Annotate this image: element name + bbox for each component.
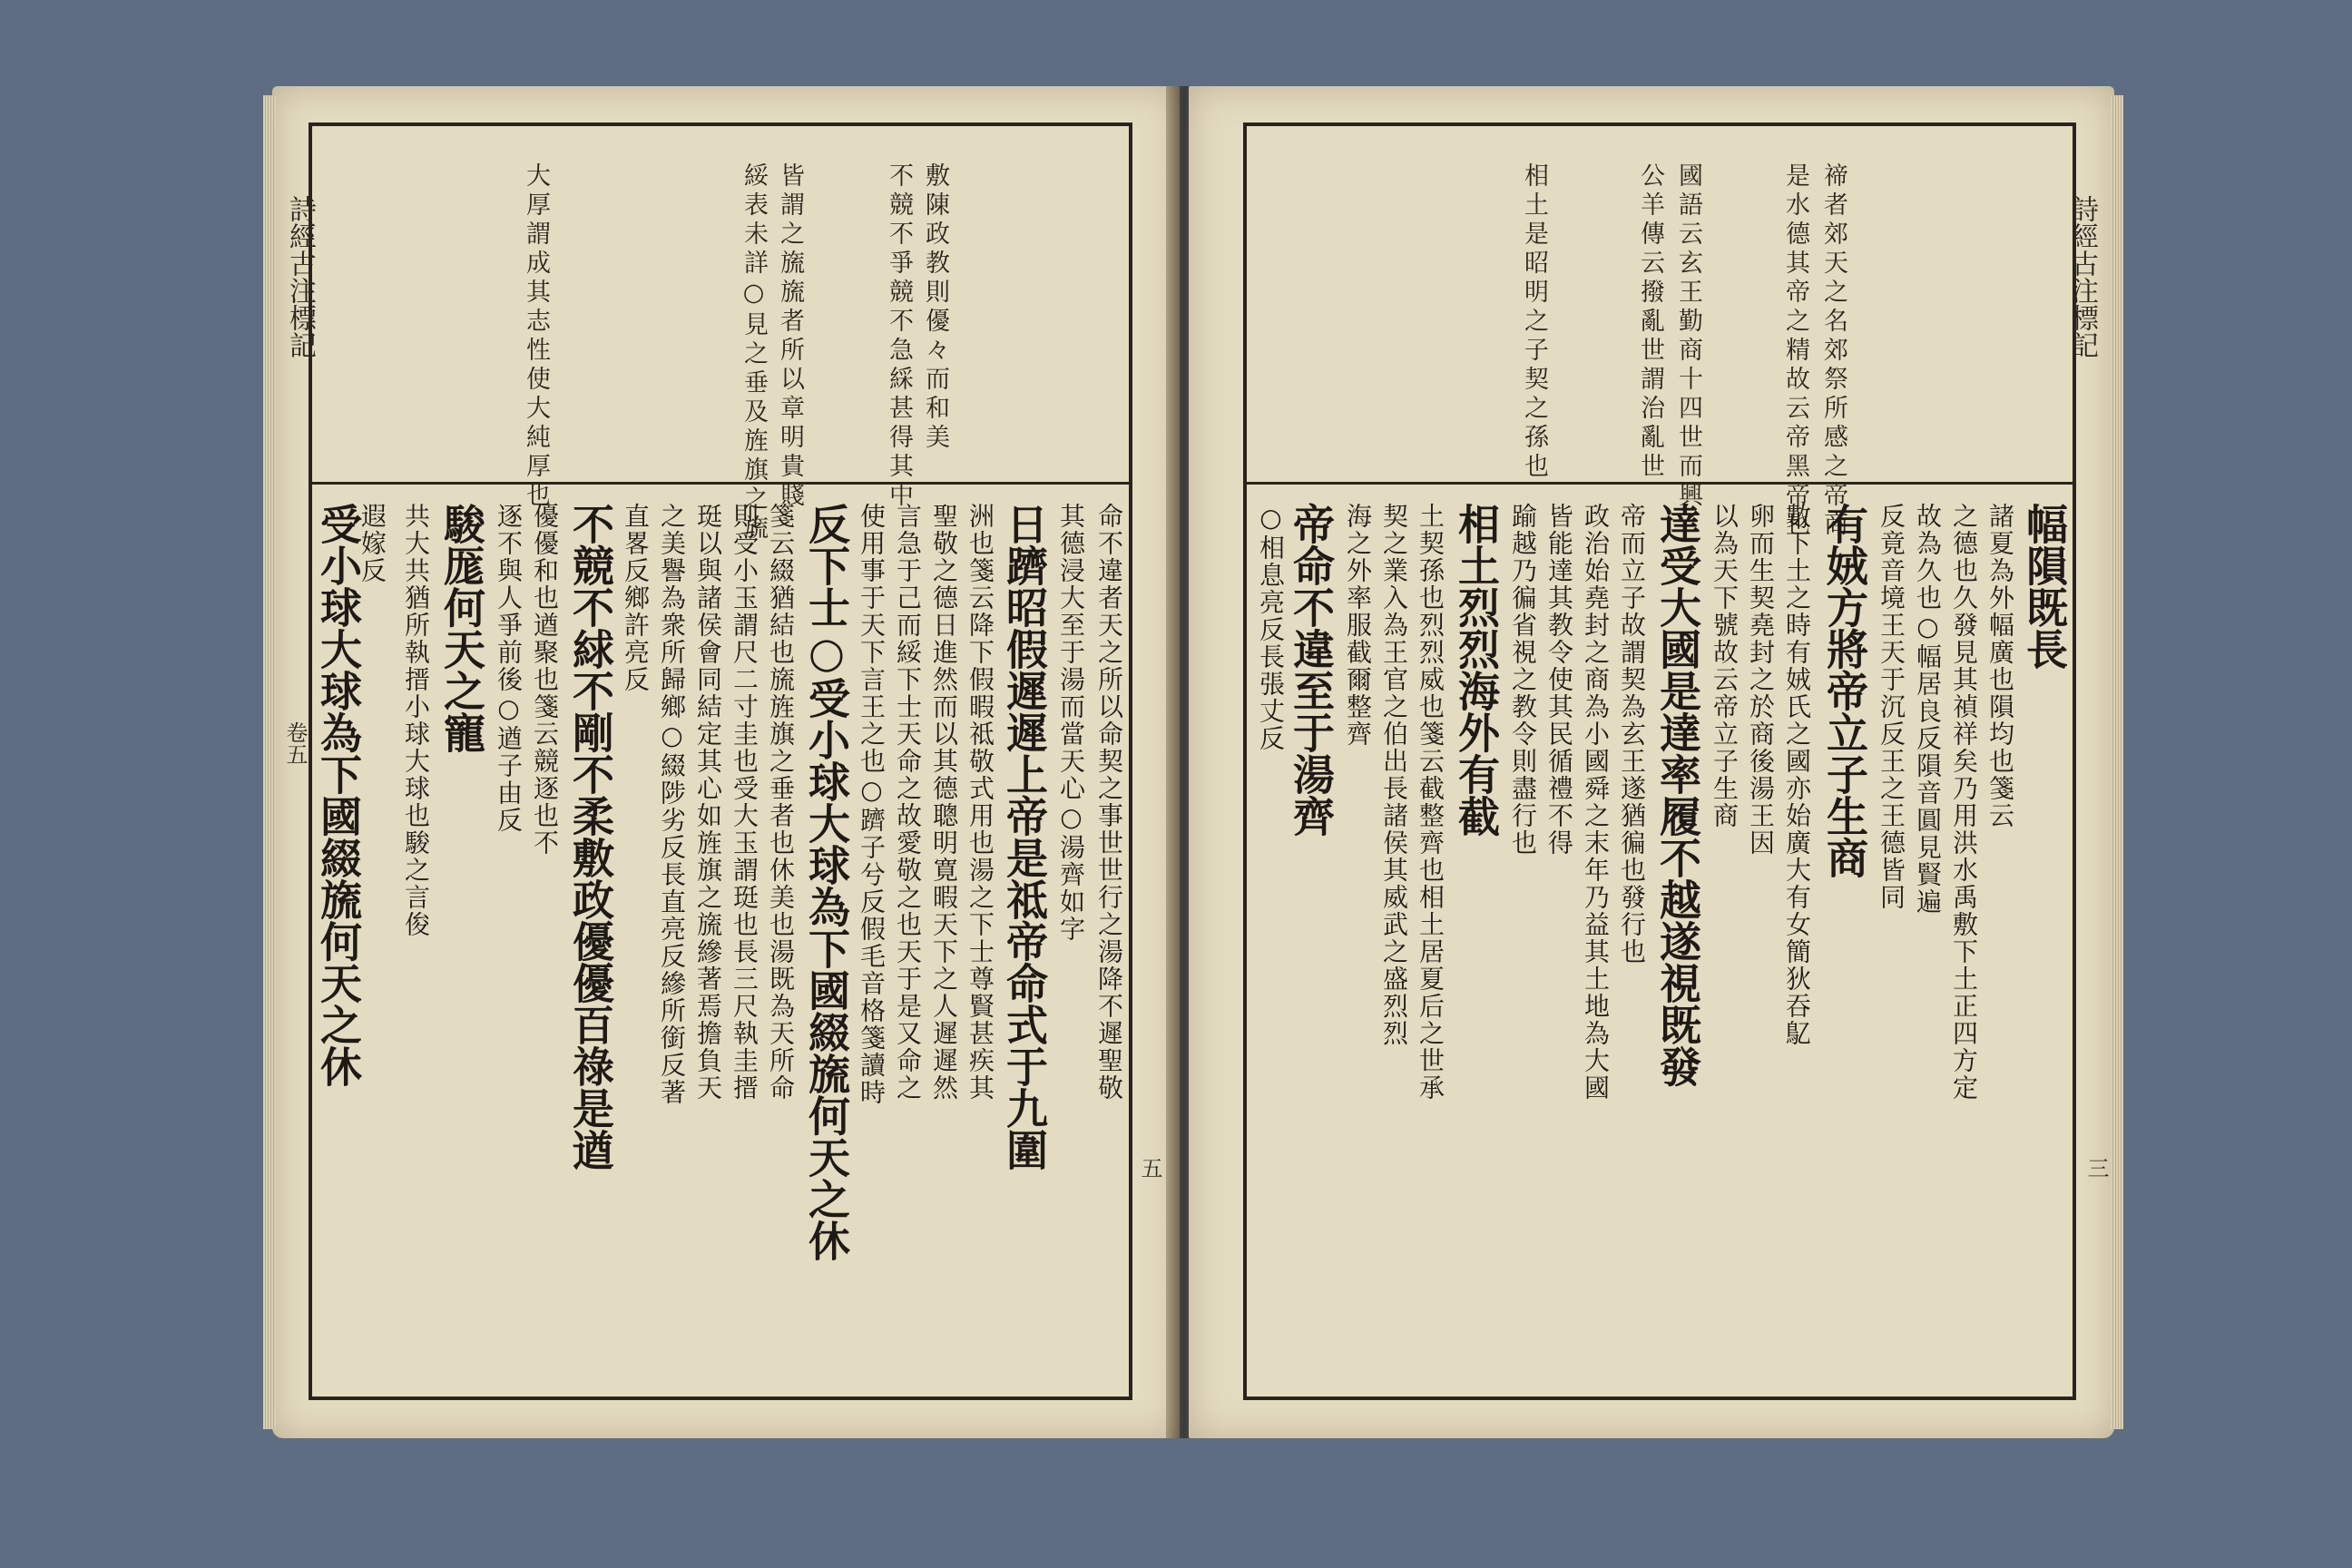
commentary-column: 共大共猶所執搢小球大球也駿之言俊 [401,503,431,938]
commentary-column: 諸夏為外幅廣也隕均也箋云 [1985,503,2015,829]
commentary-column: 之美譽為衆所歸鄉○綴陟劣反長直亮反縿所銜反著 [657,503,687,1106]
commentary-column: 帝而立子故謂契為玄王遂猶徧也發行也 [1617,503,1647,965]
commentary-column: 箋云綴猶結也旒旌旗之垂者也休美也湯既為天所命 [766,503,796,1102]
commentary-column: 政治始堯封之商為小國舜之末年乃益其土地為大國 [1581,503,1611,1102]
commentary-column: 直畧反鄉許亮反 [621,503,651,693]
left-body [312,485,1129,1396]
commentary-column: 卵而生契堯封之於商後湯王因 [1746,503,1776,857]
right-body [1247,485,2073,1396]
left-page-number: 五 [1137,1157,1162,1179]
left-frame [309,122,1132,1400]
text-column: 受小球大球為下國綴旒何天之休 [314,503,363,1087]
commentary-column: 之德也久發見其禎祥矣乃用洪水禹敷下土正四方定 [1949,503,1979,1102]
commentary-column: 言急于己而綏下士天命之故愛敬之也天于是又命之 [893,503,923,1102]
text-column: 達受大國是達率履不越遂視既發 [1653,503,1702,1087]
commentary-column: 聖敬之德日進然而以其德聰明寛暇天下之人遲遲然 [929,503,959,1102]
right-page [1189,86,2114,1438]
left-headnote: 綏表未詳○見之垂及旌旗之旒 [740,162,768,544]
commentary-column: 海之外率服截爾整齊 [1343,503,1373,748]
left-page [272,86,1180,1438]
commentary-column: 數下土之時有娀氏之國亦始廣大有女簡狄吞鳦 [1782,503,1812,1047]
left-headnote: 皆謂之旒旒者所以章明貴賤 [776,162,804,511]
commentary-column: 反竟音境王天于沉反王之王德皆同 [1877,503,1906,911]
right-headnote: 相土是昭明之子契之孫也 [1520,162,1548,482]
commentary-column: 其德浸大至于湯而當天心○湯齊如字 [1056,503,1086,943]
left-margin-note: 卷五 [282,721,308,765]
commentary-column: 遐嫁反 [358,503,387,584]
commentary-column: 土契孫也烈烈威也箋云截整齊也相土居夏后之世承 [1416,503,1446,1102]
right-headnotes [1247,126,2073,540]
commentary-column: 故為久也○幅居良反隕音圓見賢遍 [1913,503,1943,916]
text-column: 帝命不違至于湯齊 [1287,503,1336,837]
left-headnote: 大厚謂成其志性使大純厚也 [522,162,550,511]
left-headnote: 敷陳政教則優々而和美 [921,162,949,453]
commentary-column: 逐不與人爭前後○遒子由反 [494,503,524,834]
commentary-column: 皆能達其教令使其民循禮不得 [1544,503,1574,857]
right-headnote: 禘者郊天之名郊祭所感之帝商 [1819,162,1847,540]
right-page-number: 三 [2083,1157,2109,1179]
commentary-column: 使用事于天下言王之也○躋子兮反假毛音格箋讀時 [857,503,887,1106]
text-column: 有娀方將帝立子生商 [1820,503,1869,878]
text-column: 不競不絿不剛不柔敷政優優百祿是遒 [566,503,615,1171]
commentary-column: 契之業入為王官之伯出長諸侯其威武之盛烈烈 [1379,503,1409,1047]
text-column: 反下士○受小球大球為下國綴旒何天之休 [802,503,851,1261]
text-column: 駿厖何天之寵 [437,503,486,753]
commentary-column: 以為天下號故云帝立子生商 [1710,503,1740,829]
commentary-column: 則受小玉謂尺二寸圭也受大玉謂珽也長三尺執圭搢 [730,503,760,1102]
right-headnote: 國語云玄王勤商十四世而興 [1674,162,1702,511]
commentary-column: 珽以與諸侯會同結定其心如旌旗之旒縿著焉擔負天 [693,503,723,1102]
commentary-column: 洲也箋云降下假暇祗敬式用也湯之下士尊賢甚疾其 [965,503,995,1102]
text-column: 幅隕既長 [2020,503,2069,670]
right-running-title: 詩經古注標記 [2066,195,2098,358]
commentary-column: 命不違者天之所以命契之事世世行之湯降不遲聖敬 [1094,503,1124,1102]
commentary-column: 踰越乃徧省視之教令則盡行也 [1508,503,1538,857]
commentary-column: 優優和也遒聚也箋云競逐也不 [530,503,560,857]
right-frame [1243,122,2076,1400]
text-column: 相土烈烈海外有截 [1452,503,1501,837]
right-headnote: 公羊傳云撥亂世謂治亂世 [1636,162,1664,482]
right-page-edge [2111,95,2123,1429]
left-headnote: 不競不爭競不急綵甚得其中 [885,162,913,511]
left-page-edge [263,95,276,1429]
left-running-title: 詩經古注標記 [284,195,316,358]
text-column: 日躋昭假遲遲上帝是祗帝命式于九圍 [1000,503,1049,1171]
open-book [272,86,2114,1438]
commentary-column: ○相息亮反長張丈反 [1256,503,1286,752]
right-headnote: 是水德其帝之精故云帝黑帝也 [1781,162,1809,540]
